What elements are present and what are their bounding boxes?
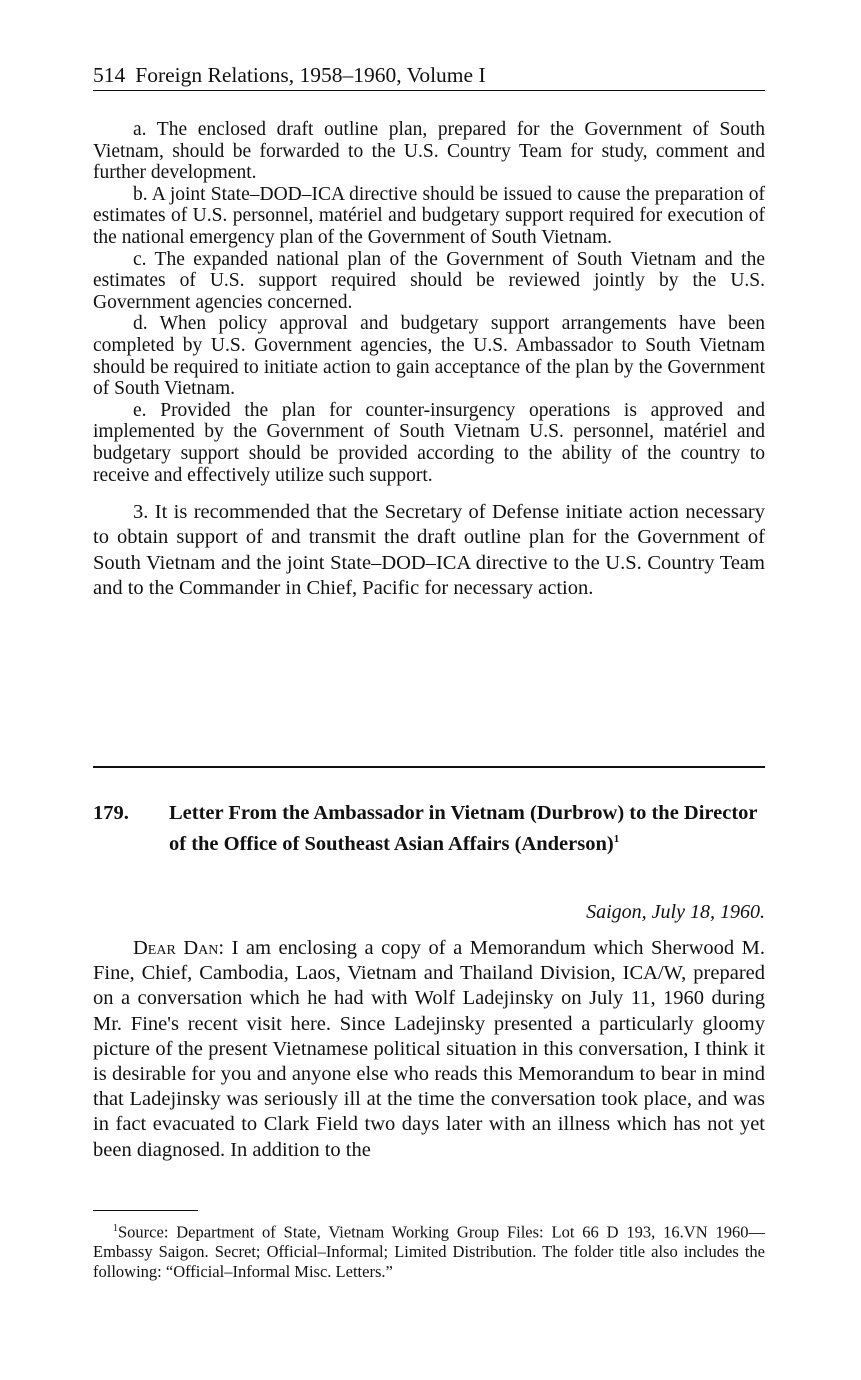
document-heading [93, 800, 765, 857]
section-divider [93, 766, 765, 768]
footnote-marker: 1 [113, 1223, 118, 1234]
letter-text: I am enclosing a copy of a Memorandum which Sherwood M. Fine, Chief, Cambodia, Laos, Vietnam and Thailand Division, ICA/W, prepared on a conversation which he had with Wolf Ladejinsky on July 11, 1960 during Mr. Fine's recent visit here. Since Ladejinsky presented a particularly gloomy picture of the present Vietnamese political situation in this conversation, I think it is desirable for you and anyone else who reads this Memorandum to bear in mind that Ladejinsky was seriously ill at the time the conversation took place, and was in fact evacuated to Clark Field two days later with an illness which has not yet been diagnosed. In addition to the [93, 937, 765, 1161]
volume-title: Foreign Relations, 1958–1960, Volume I [135, 63, 486, 87]
footnote-reference[interactable]: 1 [613, 833, 620, 845]
recommendation-a: a. The enclosed draft outline plan, prepared for the Government of South Vietnam, should be forwarded to the U.S. Country Team for study, comment and further development. [93, 119, 765, 184]
footnote-rule [93, 1210, 198, 1211]
salutation: Dear Dan: [133, 937, 225, 959]
page-number: 514 [93, 63, 126, 87]
recommendation-b: b. A joint State–DOD–ICA directive should be issued to cause the preparation of estimates of U.S. personnel, matériel and budgetary support required for execution of the national emergency plan of the Government of South Vietnam. [93, 183, 765, 248]
running-head [93, 62, 765, 91]
recommendations-list [93, 119, 765, 486]
recommendation-d: d. When policy approval and budgetary support arrangements have been completed by U.S. Government agencies, the U.S. Ambassador to South Vietnam should be required to initiate action to gain acceptance of the plan by the Government of South Vietnam. [93, 313, 765, 400]
dateline: Saigon, July 18, 1960. [586, 901, 765, 923]
document-title-text: Letter From the Ambassador in Vietnam (Durbrow) to the Director of the Office of Southeast Asian Affairs (Anderson) [169, 802, 758, 855]
recommendation-e: e. Provided the plan for counter-insurgency operations is approved and implemented by the Government of South Vietnam U.S. personnel, matériel and budgetary support should be provided according to the ability of the country to receive and effectively utilize such support. [93, 399, 765, 486]
footnote [93, 1219, 765, 1281]
document-number: 179. [93, 802, 129, 824]
recommendation-3: 3. It is recommended that the Secretary of Defense initiate action necessary to obtain support of and transmit the draft outline plan for the Government of South Vietnam and the joint State–DOD–ICA directive to the U.S. Country Team and to the Commander in Chief, Pacific for necessary action. [93, 501, 765, 599]
recommendation-c: c. The expanded national plan of the Government of South Vietnam and the estimates of U.S. support required should be reviewed jointly by the U.S. Government agencies concerned. [93, 248, 765, 313]
footnote-text: Source: Department of State, Vietnam Working Group Files: Lot 66 D 193, 16.VN 1960—Embassy Saigon. Secret; Official–Informal; Limited Distribution. The folder title also includes the following: “Official–Informal Misc. Letters.” [93, 1222, 765, 1281]
document-title [169, 800, 765, 857]
letter-body [93, 936, 765, 1163]
page-body [93, 62, 765, 601]
